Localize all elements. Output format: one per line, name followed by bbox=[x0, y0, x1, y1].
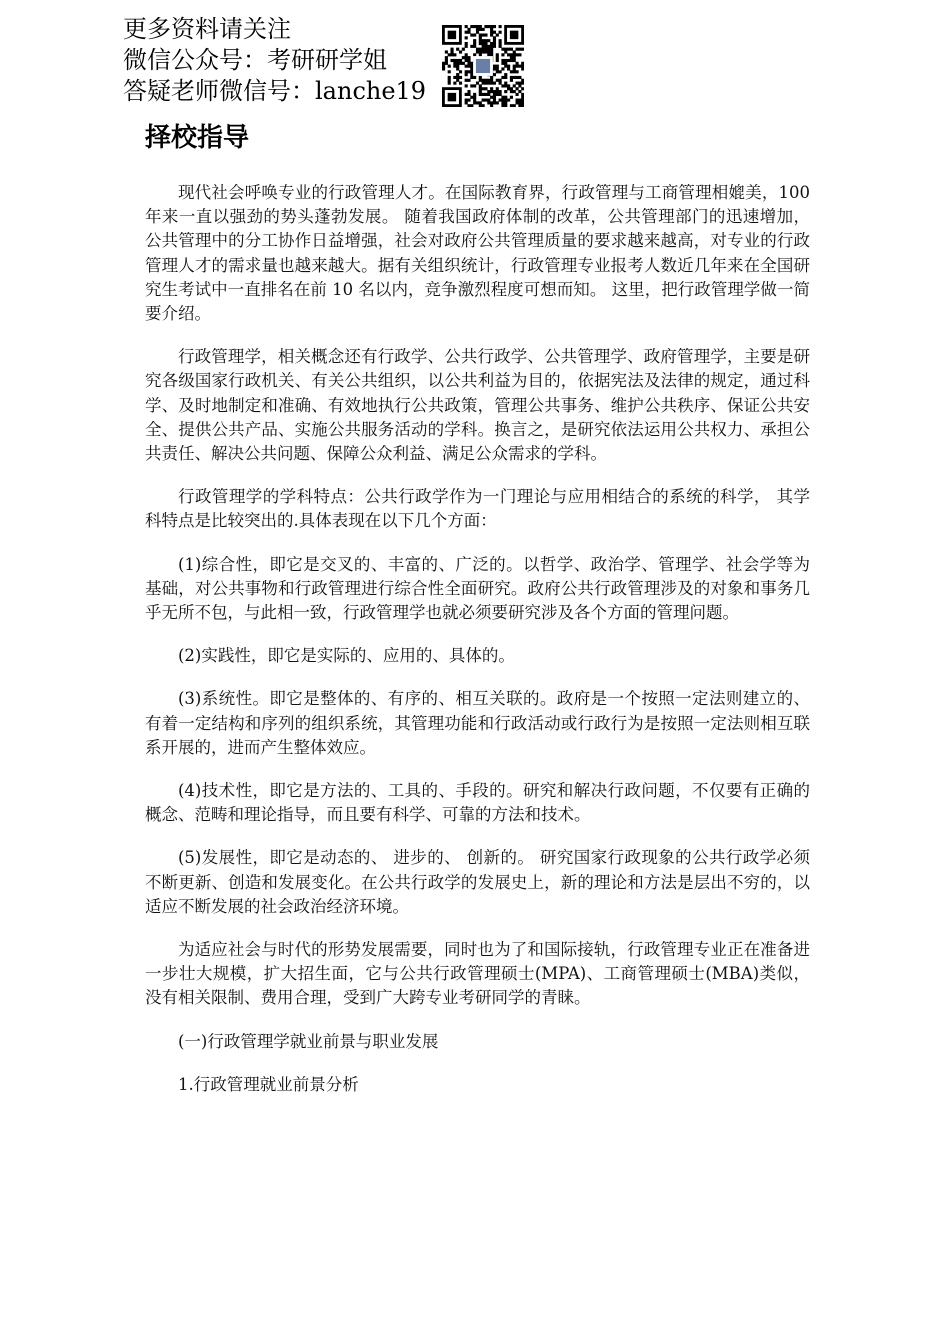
promo-line-wechat-account: 微信公众号：考研研学姐 bbox=[123, 46, 387, 74]
page-title: 择校指导 bbox=[145, 123, 250, 153]
promo-line-teacher-wechat: 答疑老师微信号：lanche19 bbox=[123, 77, 427, 105]
paragraph-item-systematic: (3)系统性。即它是整体的、有序的、相互关联的。政府是一个按照一定法则建立的、有着一定结构和序列的组织系统，其管理功能和行政活动或行政行为是按照一定法则相互联系开展的，进而产生整体效应。 bbox=[145, 689, 810, 757]
subsection-heading-prospects: 1.行政管理就业前景分析 bbox=[178, 1074, 359, 1094]
paragraph-definition: 行政管理学，相关概念还有行政学、公共行政学、公共管理学、政府管理学，主要是研究各级国家行政机关、有关公共组织，以公共利益为目的，依据宪法及法律的规定，通过科学、及时地制定和准确、有效地执行公共政策，管理公共事务、维护公共秩序、保证公共安全、提供公共产品、实施公共服务活动的学科。换言之，是研究依法运用公共权力、承担公共责任、解决公共问题、保障公众利益、满足公众需求的学科。 bbox=[145, 347, 810, 464]
paragraph-item-technical: (4)技术性，即它是方法的、工具的、手段的。研究和解决行政问题，不仅要有正确的概念、范畴和理论指导，而且要有科学、可靠的方法和技术。 bbox=[145, 781, 810, 825]
paragraph-item-comprehensive: (1)综合性，即它是交叉的、丰富的、广泛的。以哲学、政治学、管理学、社会学等为基础，对公共事物和行政管理进行综合性全面研究。政府公共行政管理涉及的对象和事务几乎无所不包，与此相一致，行政管理学也就必须要研究涉及各个方面的管理问题。 bbox=[145, 554, 810, 623]
promo-line-follow: 更多资料请关注 bbox=[123, 15, 291, 43]
paragraph-intro: 现代社会呼唤专业的行政管理人才。在国际教育界，行政管理与工商管理相媲美，100 年来一直以强劲的势头蓬勃发展。 随着我国政府体制的改革，公共管理部门的迅速增加，公共管理中的分工协作日益增强，社会对政府公共管理质量的要求越来越高，对专业的行政管理人才的需求量也越来越大。据有关组织统计，行政管理专业报考人数近几年来在全国研究生考试中一直排名在前 10 名以内，竞争激烈程度可想而知。 这里，把行政管理学做一简要介绍。 bbox=[145, 183, 810, 324]
paragraph-item-developmental: (5)发展性，即它是动态的、 进步的、 创新的。 研究国家行政现象的公共行政学必须不断更新、创造和发展变化。在公共行政学的发展史上，新的理论和方法是层出不穷的，以适应不断发展的社会政治经济环境。 bbox=[145, 848, 810, 916]
document-body bbox=[145, 118, 810, 1116]
promo-header bbox=[123, 14, 453, 107]
paragraph-expansion: 为适应社会与时代的形势发展需要，同时也为了和国际接轨，行政管理专业正在准备进一步壮大规模，扩大招生面，它与公共行政管理硕士(MPA)、工商管理硕士(MBA)类似，没有相关限制、费用合理，受到广大跨专业考研同学的青睐。 bbox=[145, 940, 810, 1008]
paragraph-characteristics: 行政管理学的学科特点：公共行政学作为一门理论与应用相结合的系统的科学， 其学科特点是比较突出的.具体表现在以下几个方面： bbox=[145, 487, 810, 531]
qr-code-icon bbox=[442, 25, 524, 107]
paragraph-item-practical: (2)实践性，即它是实际的、应用的、具体的。 bbox=[178, 646, 515, 666]
qr-code-graphic bbox=[442, 25, 524, 107]
section-heading-employment: (一)行政管理学就业前景与职业发展 bbox=[178, 1031, 439, 1051]
